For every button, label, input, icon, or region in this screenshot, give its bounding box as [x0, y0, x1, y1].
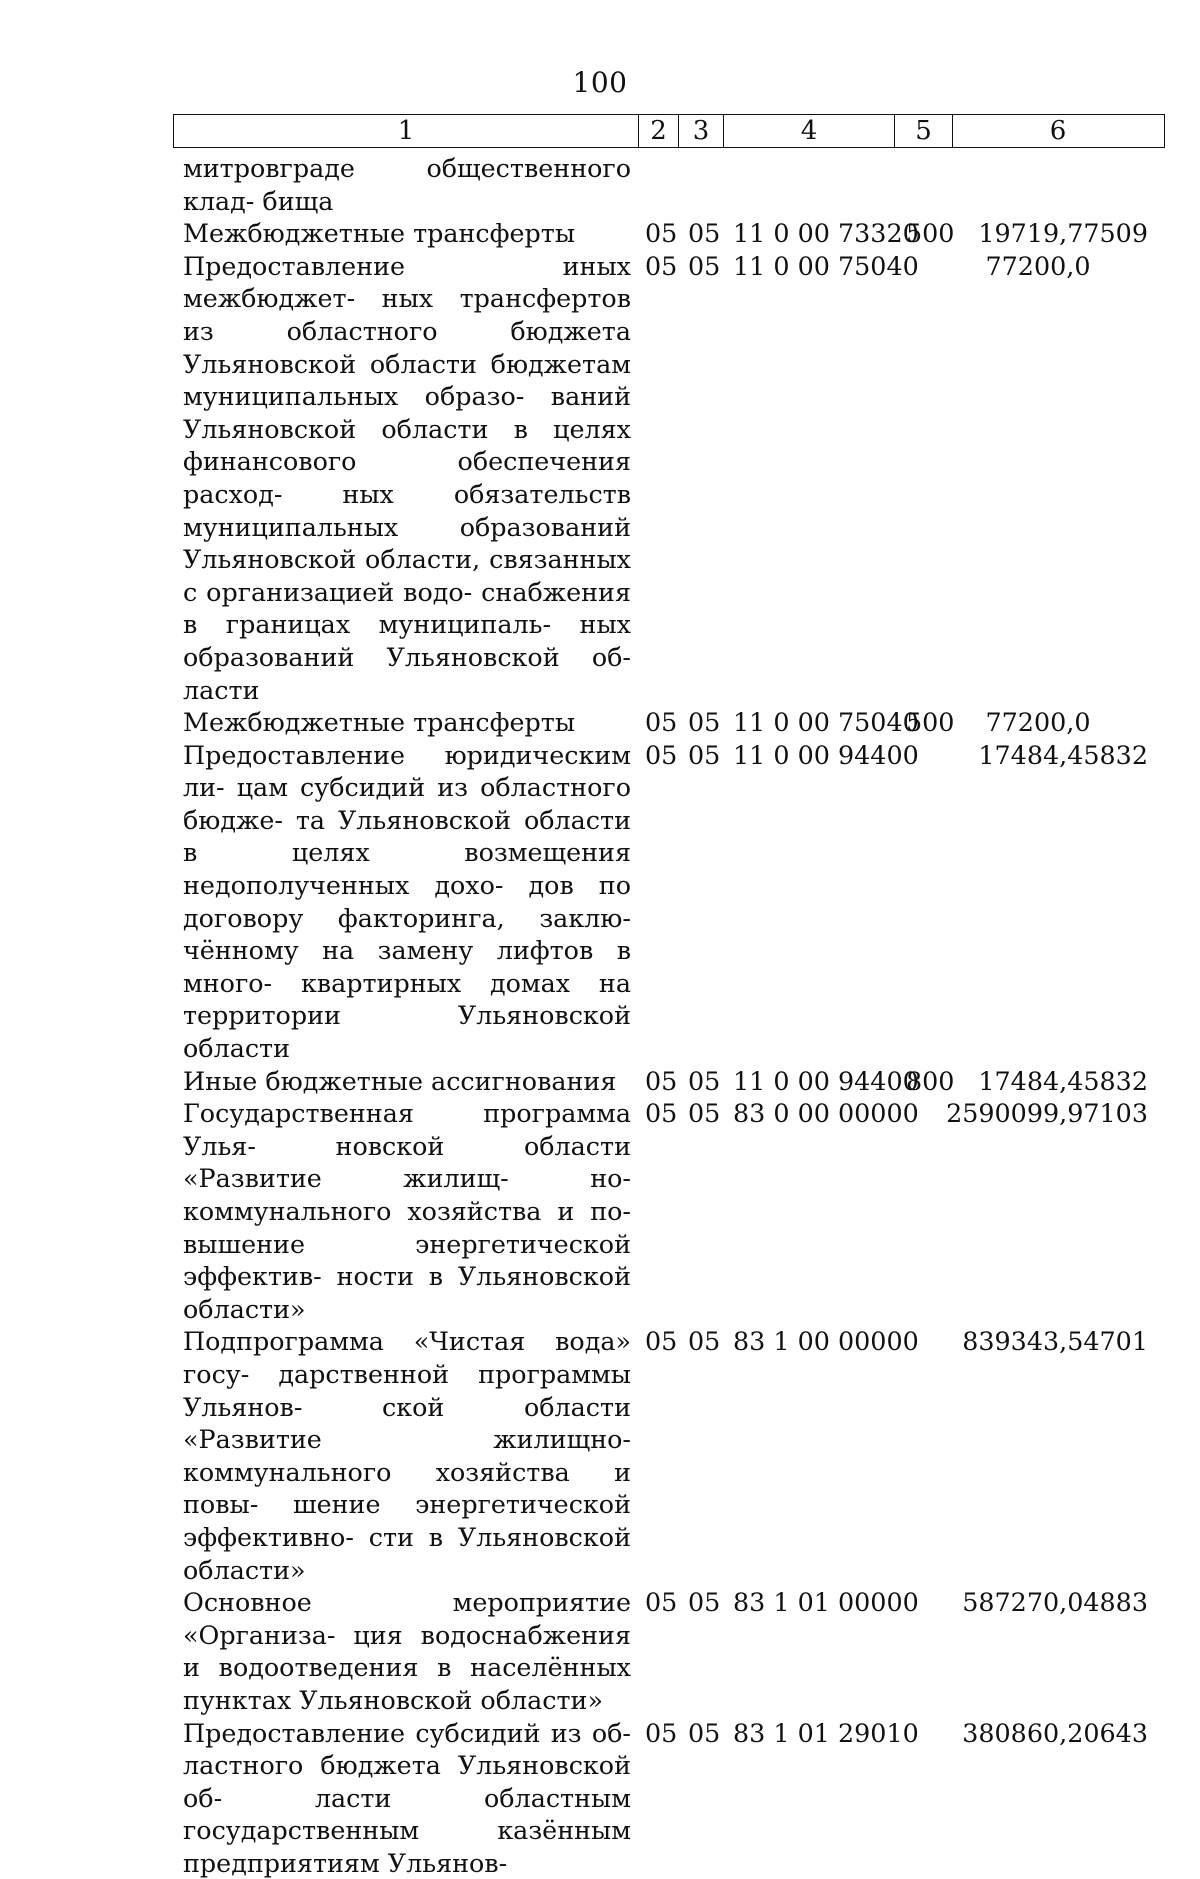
table-row — [0, 1717, 1200, 1879]
row-target-code: 11 0 00 73320 — [733, 217, 919, 250]
table-row — [0, 706, 1200, 739]
row-description: Основное мероприятие «Организа- ция водоснабжения и водоотведения в населённых пунктах Ульяновской области» — [183, 1586, 631, 1716]
row-subsection-code: 05 — [688, 250, 720, 283]
row-subsection-code: 05 — [688, 706, 720, 739]
row-description: Подпрограмма «Чистая вода» госу- дарственной программы Ульянов- ской области «Развитие жилищно- коммунального хозяйства и повы- шение энергетической эффективно- сти в Ульяновской области» — [183, 1325, 631, 1586]
row-subsection-code: 05 — [688, 1717, 720, 1750]
row-section-code: 05 — [645, 706, 677, 739]
row-subsection-code: 05 — [688, 217, 720, 250]
row-subsection-code: 05 — [688, 1097, 720, 1130]
row-target-code: 83 1 01 00000 — [733, 1586, 919, 1619]
page-number: 100 — [0, 66, 1200, 99]
row-target-code: 11 0 00 75040 — [733, 250, 919, 283]
row-amount: 587270,04883 — [928, 1586, 1148, 1619]
row-amount: 77200,0 — [928, 706, 1148, 739]
table-row — [0, 1065, 1200, 1098]
row-section-code: 05 — [645, 1325, 677, 1358]
table-row — [0, 1586, 1200, 1716]
row-target-code: 83 0 00 00000 — [733, 1097, 919, 1130]
row-section-code: 05 — [645, 739, 677, 772]
header-col-5: 5 — [895, 115, 953, 147]
row-amount: 2590099,97103 — [928, 1097, 1148, 1130]
row-amount: 17484,45832 — [928, 1065, 1148, 1098]
header-col-1: 1 — [174, 115, 639, 147]
table-row — [0, 1325, 1200, 1586]
row-amount: 380860,20643 — [928, 1717, 1148, 1750]
row-target-code: 11 0 00 94400 — [733, 1065, 919, 1098]
row-subsection-code: 05 — [688, 1325, 720, 1358]
row-section-code: 05 — [645, 1065, 677, 1098]
row-amount: 17484,45832 — [928, 739, 1148, 772]
table-row — [0, 1097, 1200, 1325]
table-row — [0, 739, 1200, 1065]
header-col-2: 2 — [639, 115, 679, 147]
row-section-code: 05 — [645, 1097, 677, 1130]
table-header — [173, 114, 1165, 148]
row-target-code: 83 1 00 00000 — [733, 1325, 919, 1358]
row-subsection-code: 05 — [688, 739, 720, 772]
row-description: Предоставление юридическим ли- цам субсидий из областного бюдже- та Ульяновской области в целях возмещения недополученных дохо- дов по договору факторинга, заклю- чённому на замену лифтов в много- квартирных домах на территории Ульяновской области — [183, 739, 631, 1065]
row-section-code: 05 — [645, 1717, 677, 1750]
table-row — [0, 250, 1200, 706]
row-section-code: 05 — [645, 1586, 677, 1619]
row-description: Межбюджетные трансферты — [183, 706, 631, 739]
header-col-4: 4 — [724, 115, 895, 147]
row-subsection-code: 05 — [688, 1065, 720, 1098]
header-col-3: 3 — [679, 115, 724, 147]
table-row — [0, 152, 1200, 217]
row-section-code: 05 — [645, 217, 677, 250]
row-description: Предоставление субсидий из об- ластного бюджета Ульяновской об- ласти областным государственным казённым предприятиям Ульянов- — [183, 1717, 631, 1879]
row-amount: 839343,54701 — [928, 1325, 1148, 1358]
row-description: Иные бюджетные ассигнования — [183, 1065, 631, 1098]
row-description: Государственная программа Улья- новской области «Развитие жилищ- но-коммунального хозяйства и по- вышение энергетической эффектив- ности в Ульяновской области» — [183, 1097, 631, 1325]
row-expense-type: 800 — [906, 1065, 954, 1098]
row-description: Предоставление иных межбюджет- ных трансфертов из областного бюджета Ульяновской области бюджетам муниципальных образо- ваний Ульяновской области в целях финансового обеспечения расход- ных обязательств муниципальных образований Ульяновской области, связанных с организацией водо- снабжения в границах муниципаль- ных образований Ульяновской об- ласти — [183, 250, 631, 706]
table-row — [0, 217, 1200, 250]
row-expense-type: 500 — [906, 217, 954, 250]
row-amount: 77200,0 — [928, 250, 1148, 283]
row-description: Межбюджетные трансферты — [183, 217, 631, 250]
row-expense-type: 500 — [906, 706, 954, 739]
row-target-code: 11 0 00 75040 — [733, 706, 919, 739]
table-body — [0, 152, 1200, 1879]
row-amount: 19719,77509 — [928, 217, 1148, 250]
row-target-code: 11 0 00 94400 — [733, 739, 919, 772]
row-subsection-code: 05 — [688, 1586, 720, 1619]
row-target-code: 83 1 01 29010 — [733, 1717, 919, 1750]
header-col-6: 6 — [953, 115, 1163, 147]
row-section-code: 05 — [645, 250, 677, 283]
row-description: митровграде общественного клад- бища — [183, 152, 631, 217]
